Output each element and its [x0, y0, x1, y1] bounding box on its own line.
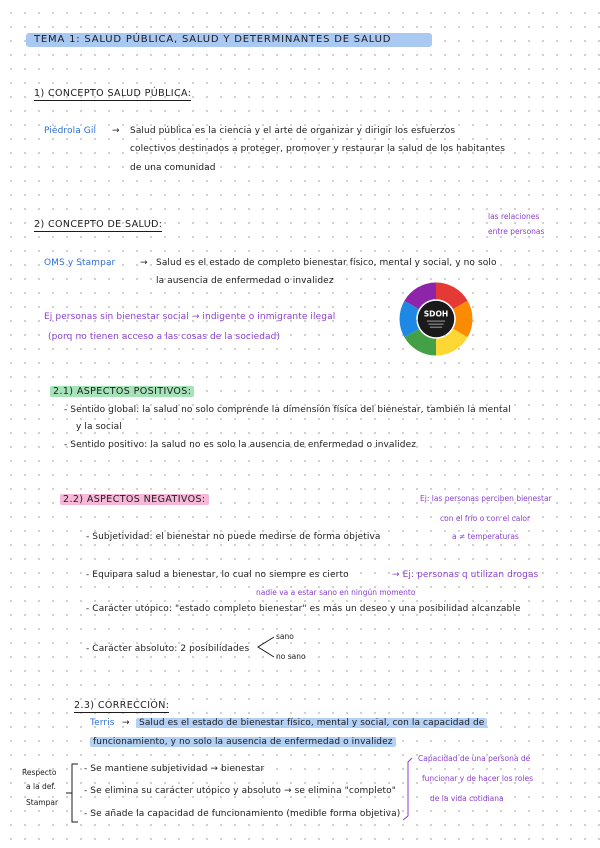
s23-bracket-icon	[64, 762, 80, 824]
s2-example-1: Ej personas sin bienestar social → indigente o inmigrante ilegal	[44, 312, 336, 322]
s23-item-1: - Se mantiene subjetividad → bienestar	[84, 764, 265, 774]
s23-note-3: de la vida cotidiana	[430, 794, 504, 803]
s22-item-2-note: → Ej: personas q utilizan drogas	[392, 570, 539, 580]
s2-arrow: →	[140, 258, 148, 268]
s2-line-1: Salud es el estado de completo bienestar físico, mental y social, y no solo	[156, 258, 497, 268]
wheel-text-line-2	[428, 324, 443, 325]
s23-side-3: Stampar	[26, 798, 59, 807]
note-relations-2: entre personas	[488, 227, 545, 236]
s23-side-2: a la def.	[26, 782, 56, 791]
section-2-3-heading: 2.3) CORRECCIÓN:	[74, 700, 170, 711]
s23-purple-bracket-icon	[400, 756, 414, 822]
s1-arrow: →	[112, 126, 120, 136]
wheel-text-line-3	[430, 327, 442, 328]
s1-line-1: Salud pública es la ciencia y el arte de organizar y dirigir los esfuerzos	[130, 126, 456, 136]
s23-side-1: Respecto	[22, 768, 57, 777]
s22-item-1: - Subjetividad: el bienestar no puede medirse de forma objetiva	[86, 532, 381, 542]
section-2-heading: 2) CONCEPTO DE SALUD:	[34, 219, 163, 230]
s23-note-2: funcionar y de hacer los roles	[422, 774, 533, 783]
note-relations-1: las relaciones	[488, 212, 540, 221]
sdoh-wheel-image	[398, 281, 474, 357]
wheel-text-line-1	[427, 321, 445, 322]
s2-example-2: (porq no tienen acceso a las cosas de la sociedad)	[48, 332, 281, 342]
s22-option-sano: sano	[276, 632, 294, 641]
s22-item-3-note: nadie va a estar sano en ningún momento	[256, 588, 416, 597]
s21-item-2: - Sentido positivo: la salud no es solo la ausencia de enfermedad o invalidez	[64, 440, 417, 450]
s22-note-ej-2: con el frío o con el calor	[440, 514, 531, 523]
s23-note-1: Capacidad de una persona de	[418, 754, 531, 763]
s22-branch-icon	[254, 634, 276, 660]
s1-line-3: de una comunidad	[130, 163, 216, 173]
s2-line-2: la ausencia de enfermedad o invalidez	[156, 276, 334, 286]
s22-item-3: - Carácter utópico: "estado completo bienestar" es más un deseo y una posibilidad alcanzable	[86, 604, 521, 614]
s21-item-1a: - Sentido global: la salud no solo comprende la dimensión física del bienestar, también la mental	[64, 405, 511, 415]
s22-item-4: - Carácter absoluto: 2 posibilidades	[86, 644, 250, 654]
s23-line-1: Salud es el estado de bienestar físico, mental y social, con la capacidad de	[136, 718, 487, 728]
s22-option-no-sano: no sano	[276, 652, 306, 661]
s23-item-2: - Se elimina su carácter utópico y absoluto → se elimina "completo"	[84, 786, 396, 796]
s2-author: OMS y Stampar	[44, 258, 116, 268]
page-title: TEMA 1: SALUD PÚBLICA, SALUD Y DETERMINANTES DE SALUD	[34, 34, 392, 45]
s1-author: Piédrola Gil	[44, 126, 97, 136]
wheel-center	[418, 301, 454, 337]
s22-item-2: - Equipara salud a bienestar, lo cual no siempre es cierto	[86, 570, 349, 580]
section-2-1-heading: 2.1) ASPECTOS POSITIVOS:	[50, 386, 194, 397]
s23-author: Terris	[90, 718, 115, 728]
s21-item-1b: y la social	[76, 422, 122, 432]
wheel-label: SDOH	[423, 309, 449, 319]
section-1-heading: 1) CONCEPTO SALUD PÚBLICA:	[34, 88, 192, 99]
s23-line-2: funcionamiento, y no solo la ausencia de enfermedad o invalidez	[90, 737, 396, 747]
s23-item-3: - Se añade la capacidad de funcionamiento (medible forma objetiva)	[84, 809, 401, 819]
s23-arrow: →	[122, 718, 130, 728]
s1-line-2: colectivos destinados a proteger, promover y restaurar la salud de los habitantes	[130, 144, 506, 154]
s22-note-ej-3: a ≠ temperaturas	[452, 532, 519, 541]
section-2-2-heading: 2.2) ASPECTOS NEGATIVOS:	[60, 494, 209, 505]
s22-note-ej-1: Ej: las personas perciben bienestar	[420, 494, 552, 503]
